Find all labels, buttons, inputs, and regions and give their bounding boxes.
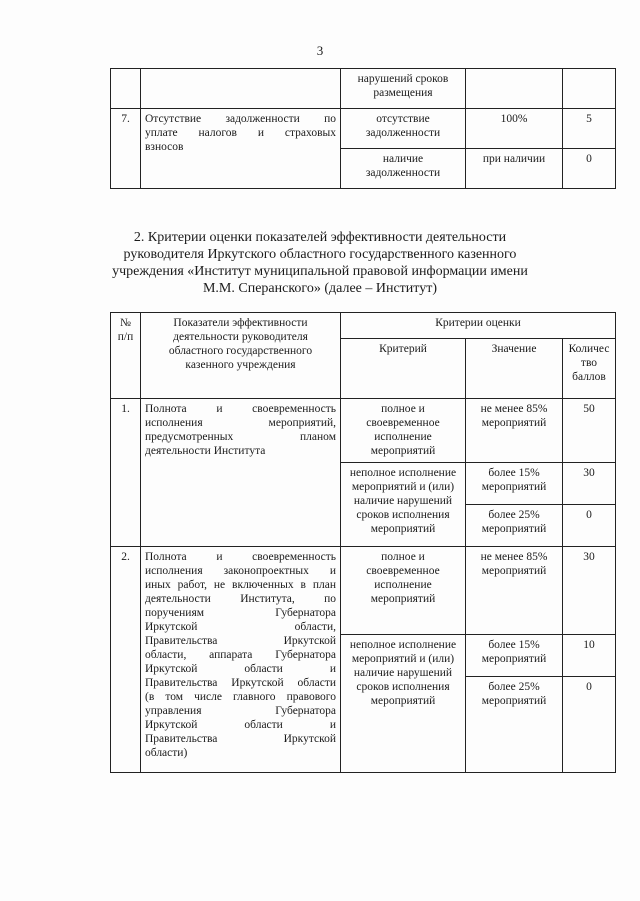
header-criterion: Критерий xyxy=(341,339,466,399)
indicator-line: управления Губернатора xyxy=(145,705,336,717)
indicator-line: Иркутской области, xyxy=(145,621,336,633)
criterion-cell: нарушений сроков размещения xyxy=(341,69,466,109)
indicator-line: деятельности Института, по xyxy=(145,593,336,605)
value-cell: более 15% мероприятий xyxy=(466,463,563,505)
indicator-line: Иркутской области и xyxy=(145,663,336,675)
criterion-cell: наличие задолженности xyxy=(341,149,466,189)
indicator-line: Иркутской области и xyxy=(145,719,336,731)
row-number: 2. xyxy=(111,547,141,773)
heading-line: учреждения «Институт муниципальной правовой информации имени xyxy=(112,264,528,279)
criterion-cell: полное и своевременное исполнение мероприятий xyxy=(341,399,466,463)
score-cell: 30 xyxy=(563,463,616,505)
indicator-line: Полнота и своевременность xyxy=(145,403,336,415)
indicator-line: исполнения законопроектных и xyxy=(145,565,336,577)
criterion-cell: отсутствие задолженности xyxy=(341,109,466,149)
value-cell: более 25% мероприятий xyxy=(466,677,563,773)
header-criteria-group: Критерии оценки xyxy=(341,313,616,339)
heading-line: 2. Критерии оценки показателей эффективности деятельности xyxy=(133,230,507,245)
indicator-line: Отсутствие задолженности по xyxy=(145,113,336,125)
header-score: Количес тво баллов xyxy=(563,339,616,399)
indicator-line: (в том числе главного правового xyxy=(145,691,336,703)
score-cell: 30 xyxy=(563,547,616,635)
value-cell: 100% xyxy=(466,109,563,149)
indicator-line: уплате налогов и страховых xyxy=(145,127,336,139)
indicator-line: области) xyxy=(145,747,188,759)
cell-empty xyxy=(466,69,563,109)
indicator-cell xyxy=(141,109,341,189)
cell-empty xyxy=(111,69,141,109)
header-number: № п/п xyxy=(111,313,141,399)
heading-line: М.М. Сперанского» (далее – Институт) xyxy=(202,281,438,296)
score-cell: 50 xyxy=(563,399,616,463)
cell-empty xyxy=(141,69,341,109)
header-value: Значение xyxy=(466,339,563,399)
score-cell: 5 xyxy=(563,109,616,149)
heading-line: руководителя Иркутского областного государственного казенного xyxy=(123,247,517,262)
indicator-line: Полнота и своевременность xyxy=(145,551,336,563)
value-cell: более 25% мероприятий xyxy=(466,505,563,547)
indicator-line: Правительства Иркутской xyxy=(145,733,336,745)
indicator-line: предусмотренных планом xyxy=(145,431,336,443)
criteria-table xyxy=(110,312,616,773)
indicator-line: Правительства Иркутской xyxy=(145,635,336,647)
row-number: 1. xyxy=(111,399,141,547)
indicator-line: поручениям Губернатора xyxy=(145,607,336,619)
indicator-cell xyxy=(141,399,341,547)
criterion-cell: неполное исполнение мероприятий и (или) наличие нарушений сроков исполнения мероприятий xyxy=(341,635,466,773)
value-cell: не менее 85% мероприятий xyxy=(466,547,563,635)
score-cell: 10 xyxy=(563,635,616,677)
indicator-line: области, аппарата Губернатора xyxy=(145,649,336,661)
indicator-cell xyxy=(141,547,341,773)
criterion-cell: неполное исполнение мероприятий и (или) наличие нарушений сроков исполнения мероприятий xyxy=(341,463,466,547)
value-cell: более 15% мероприятий xyxy=(466,635,563,677)
section-heading xyxy=(110,229,530,297)
page-number: 3 xyxy=(316,43,324,58)
indicator-line: деятельности Института xyxy=(145,445,266,457)
cell-empty xyxy=(563,69,616,109)
row-number: 7. xyxy=(111,109,141,189)
criterion-cell: полное и своевременное исполнение мероприятий xyxy=(341,547,466,635)
indicator-line: Правительства Иркутской области xyxy=(145,677,336,689)
score-cell: 0 xyxy=(563,149,616,189)
score-cell: 0 xyxy=(563,505,616,547)
indicator-line: иных работ, не включенных в план xyxy=(145,579,336,591)
indicator-line: взносов xyxy=(145,141,184,153)
continuation-table xyxy=(110,68,616,189)
score-cell: 0 xyxy=(563,677,616,773)
value-cell: не менее 85% мероприятий xyxy=(466,399,563,463)
indicator-line: исполнения мероприятий, xyxy=(145,417,336,429)
header-indicators: Показатели эффективности деятельности руководителя областного государственного казенного учреждения xyxy=(141,313,341,399)
value-cell: при наличии xyxy=(466,149,563,189)
